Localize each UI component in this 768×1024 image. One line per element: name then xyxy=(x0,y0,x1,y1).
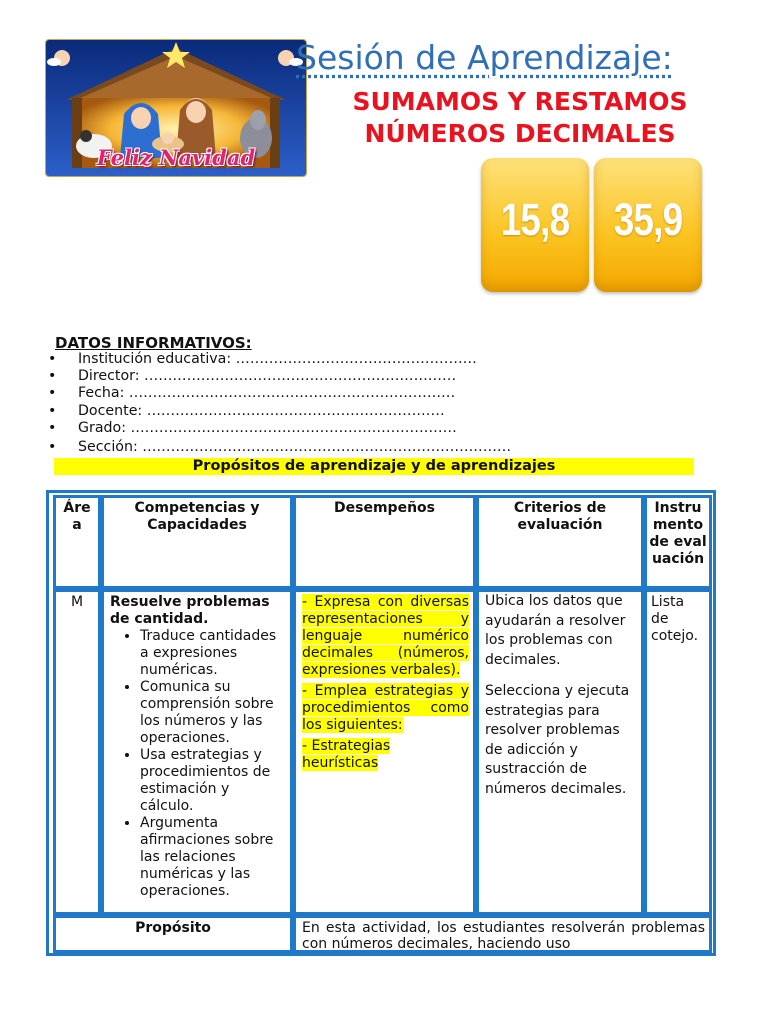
datos-heading: DATOS INFORMATIVOS: xyxy=(55,334,252,352)
datos-item: • Docente: ……………………………………………………… xyxy=(48,402,445,419)
image-caption: Feliz Navidad xyxy=(96,145,256,170)
page-title: Sesión de Aprendizaje: xyxy=(296,38,673,77)
number-card-1-value: 15,8 xyxy=(500,194,570,245)
subtitle-line-1: SUMAMOS Y RESTAMOS xyxy=(352,87,688,116)
capacidad-item: • Traduce cantidades a expresiones numéricas. xyxy=(140,628,286,679)
criterios-cell xyxy=(476,589,644,915)
session-subtitle xyxy=(300,86,740,150)
learning-table xyxy=(46,490,716,956)
number-card-2-value: 35,9 xyxy=(613,194,683,245)
header-desempenos: Desempeños xyxy=(293,495,476,589)
nativity-image xyxy=(46,40,306,176)
number-card-1 xyxy=(481,158,589,292)
desempenos-cell xyxy=(293,589,476,915)
criterio-item: Selecciona y ejecuta estrategias para resolver problemas de adicción y sustracción de números decimales. xyxy=(485,683,630,797)
capacidad-item: • Comunica su comprensión sobre los números y las operaciones. xyxy=(140,679,286,747)
number-card-2 xyxy=(594,158,702,292)
header-area: Área xyxy=(53,495,101,589)
header-competencias: Competencias y Capacidades xyxy=(101,495,293,589)
proposito-text: En esta actividad, los estudiantes resolverán problemas con números decimales, haciendo uso xyxy=(293,915,712,953)
capacidad-item: • Usa estrategias y procedimientos de estimación y cálculo. xyxy=(140,747,286,815)
datos-list xyxy=(48,351,511,456)
instrumento-cell: Lista de cotejo. xyxy=(644,589,712,915)
bullet: • xyxy=(48,351,57,367)
desempeno-item: - Expresa con diversas representaciones y lenguaje numérico decimales (números, expresiones verbales). xyxy=(302,594,469,678)
bullet: • xyxy=(48,438,57,455)
desempeno-item: - Estrategias heurísticas xyxy=(302,738,391,771)
datos-item: • Institución educativa: …………………………………………… xyxy=(48,351,477,367)
capacidad-item: • Argumenta afirmaciones sobre las relaciones numéricas y las operaciones. xyxy=(140,815,286,900)
datos-item: • Director: ………………………………………………………… xyxy=(48,368,457,385)
datos-item: • Grado: …………………………………………………………… xyxy=(48,419,457,436)
propositos-banner: Propósitos de aprendizaje y de aprendizajes xyxy=(54,458,694,475)
competencia-title: Resuelve problemas de cantidad. xyxy=(110,594,270,627)
bullet: • xyxy=(48,419,57,436)
capacidades-list xyxy=(110,628,286,900)
subtitle-line-2: NÚMEROS DECIMALES xyxy=(364,119,676,148)
proposito-label: Propósito xyxy=(53,915,293,953)
desempeno-item: - Emplea estrategias y procedimientos como los siguientes: xyxy=(302,683,469,733)
bullet: • xyxy=(48,385,57,402)
bullet: • xyxy=(48,402,57,419)
criterio-item: Ubica los datos que ayudarán a resolver los problemas con decimales. xyxy=(485,593,626,668)
header-criterios: Criterios de evaluación xyxy=(476,495,644,589)
datos-item: • Sección: …………………………………………………………………… xyxy=(48,438,512,455)
competencias-cell xyxy=(101,589,293,915)
area-cell: M xyxy=(53,589,101,915)
header-instrumento: Instrumento de evaluación xyxy=(644,495,712,589)
datos-item: • Fecha: …………………………………………………………… xyxy=(48,385,456,402)
bullet: • xyxy=(48,368,57,385)
